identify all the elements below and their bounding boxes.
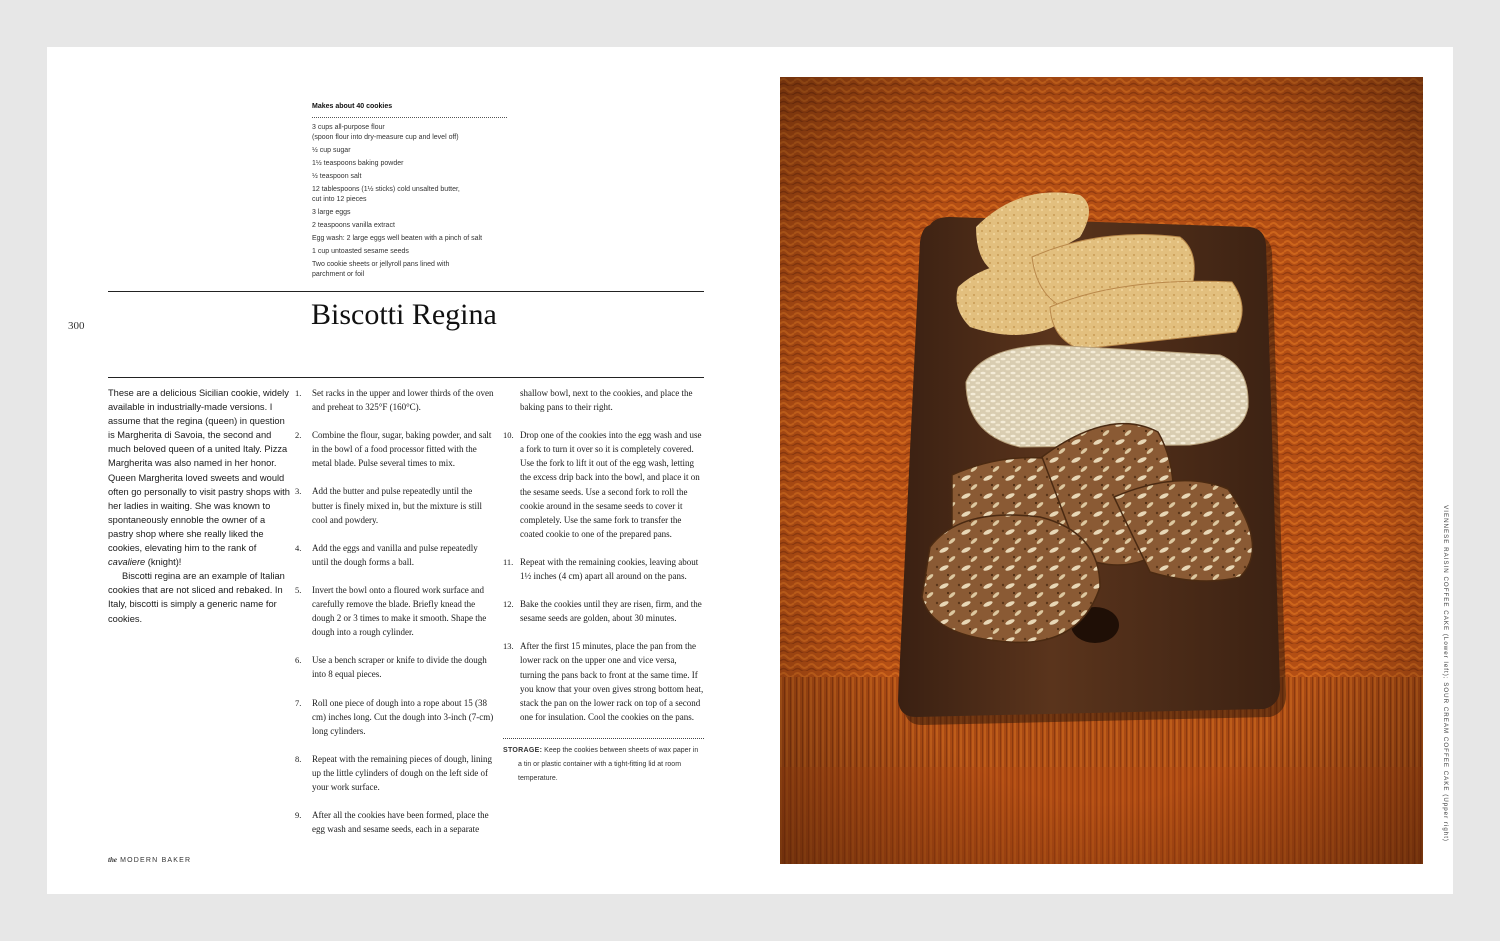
intro-paragraph-2: Biscotti regina are an example of Italian cookies that are not sliced and rebaked. In Italy, biscotti is simply a generic name for cookies. [108,571,285,624]
method-step [295,386,495,414]
photo-caption [1429,82,1449,862]
step-number: 6. [295,655,302,666]
step-text: Add the butter and pulse repeatedly until the butter is finely mixed in, but the mixture is still cool and powdery. [312,486,482,525]
ingredient-list [312,102,507,283]
title-rule-bottom [108,377,704,378]
running-footer [108,856,191,864]
recipe-title: Biscotti Regina [311,298,497,331]
method-step [503,597,704,625]
step-number: 1. [295,388,302,398]
ingredient-item: Egg wash: 2 large eggs well beaten with a pinch of salt [312,235,483,242]
ingredient-item: 3 cups all-purpose flour (spoon flour into dry-measure cup and level off) [312,124,459,141]
step-text: Use a bench scraper or knife to divide the dough into 8 equal pieces. [312,655,487,680]
ingredient-item: ½ cup sugar [312,147,351,154]
step-number: 3. [295,486,302,497]
ingredient-item: 1½ teaspoons baking powder [312,160,404,167]
ingredient-item: Two cookie sheets or jellyroll pans lined with parchment or foil [312,261,450,278]
intro-italic-word: cavaliere [108,557,146,568]
step-number: 11. [503,556,514,567]
method-step [295,428,495,470]
step-number: 5. [295,584,302,595]
book-spread [47,47,1453,894]
step-number: 8. [295,753,302,764]
method-steps-2 [503,428,704,724]
photo-illustration [780,77,1423,864]
method-step [295,653,495,681]
step-number: 9. [295,810,302,821]
ingredient-item: 12 tablespoons (1½ sticks) cold unsalted butter, cut into 12 pieces [312,186,460,203]
photo-caption-text: VIENNESE RAISIN COFFEE CAKE (Lower left); SOUR CREAM COFFEE CAKE (Upper right) [1442,505,1449,842]
ingredient-item: 3 large eggs [312,209,351,216]
method-step [295,752,495,794]
step-text: Invert the bowl onto a floured work surface and carefully remove the blade. Briefly knead the dough 2 or 3 times to make it smooth. Shape the dough into a rough cylinder. [312,584,487,638]
step-text: After the first 15 minutes, place the pan from the lower rack on the upper one and vice versa, turning the pans back to front at the same time. If you know that your oven gives strong bottom heat, stack the pan on the lower rack on top of a second one for insulation. Cool the cookies on the pans. [520,641,704,722]
method-step [295,808,495,836]
method-step [295,484,495,526]
step-text: Add the eggs and vanilla and pulse repeatedly until the dough forms a ball. [312,542,478,567]
ingredient-items [312,123,507,280]
step-text: Combine the flour, sugar, baking powder, and salt in the bowl of a food processor fitted with the metal blade. Pulse several times to mix. [312,430,492,469]
page-number: 300 [68,320,85,332]
footer-the: the [108,856,117,864]
recipe-intro [108,386,290,626]
method-step [503,555,704,583]
intro-text: These are a delicious Sicilian cookie, widely available in industrially-made versions. I assume that the regina (queen) in question is Margherita di Savoia, the second and much beloved queen of a united Italy. Pizza Margherita was also named in her honor. Queen Margherita loved sweets and would often go personally to visit pastry shops with her ladies in waiting. She was known to spontaneously ennoble the owner of a pastry shop where she really liked the cookies, elevating him to the rank of [108,388,290,554]
step-number: 12. [503,599,514,610]
step-number: 13. [503,641,514,652]
dotted-divider [503,738,704,739]
step-text: Roll one piece of dough into a rope about 15 (38 cm) inches long. Cut the dough into 3-inch (7-cm) long cylinders. [312,697,494,736]
step-number: 2. [295,430,302,441]
step-text: Bake the cookies until they are risen, firm, and the sesame seeds are golden, about 30 minutes. [520,599,702,624]
step-text: Set racks in the upper and lower thirds of the oven and preheat to 325°F (160°C). [312,388,494,413]
ingredient-item: 1 cup untoasted sesame seeds [312,248,409,255]
step-continuation: shallow bowl, next to the cookies, and place the baking pans to their right. [520,388,693,413]
method-step [295,583,495,639]
footer-book-title: MODERN BAKER [120,857,192,864]
ingredient-item: ½ teaspoon salt [312,173,362,180]
recipe-yield: Makes about 40 cookies [312,103,393,110]
intro-paragraph [108,386,290,569]
biscotti-photo [780,77,1423,864]
title-rule-top [108,291,704,292]
step-text: Repeat with the remaining pieces of dough, lining up the little cylinders of dough on the left side of your work surface. [312,753,492,792]
step-number: 4. [295,542,302,553]
method-step [503,428,704,541]
method-step [295,541,495,569]
step-text: Drop one of the cookies into the egg wash and use a fork to turn it over so it is completely covered. Use the fork to lift it out of the egg wash, letting the excess drip back into the bowl, and place it on the sesame seeds. Use a second fork to roll the cookie around in the sesame seeds to cover it completely. Use the same fork to transfer the coated cookie to one of the prepared pans. [520,430,702,539]
ingredient-item: 2 teaspoons vanilla extract [312,222,395,229]
method-step [295,696,495,738]
method-step [503,639,704,724]
step-number: 10. [503,430,514,441]
step-number: 7. [295,697,302,708]
storage-text: Keep the cookies between sheets of wax paper in a tin or plastic container with a tight-fitting lid at room temperature. [518,746,699,782]
intro-text-end: (knight)! [145,557,182,568]
step-text: After all the cookies have been formed, place the egg wash and sesame seeds, each in a separate [312,810,489,835]
step-text: Repeat with the remaining cookies, leaving about 1½ inches (4 cm) apart all around on the pans. [520,556,699,582]
method-column-2 [503,386,704,786]
storage-note [503,744,704,786]
dotted-divider [312,117,507,118]
method-column-1 [295,386,495,850]
storage-label: STORAGE: [503,746,543,754]
